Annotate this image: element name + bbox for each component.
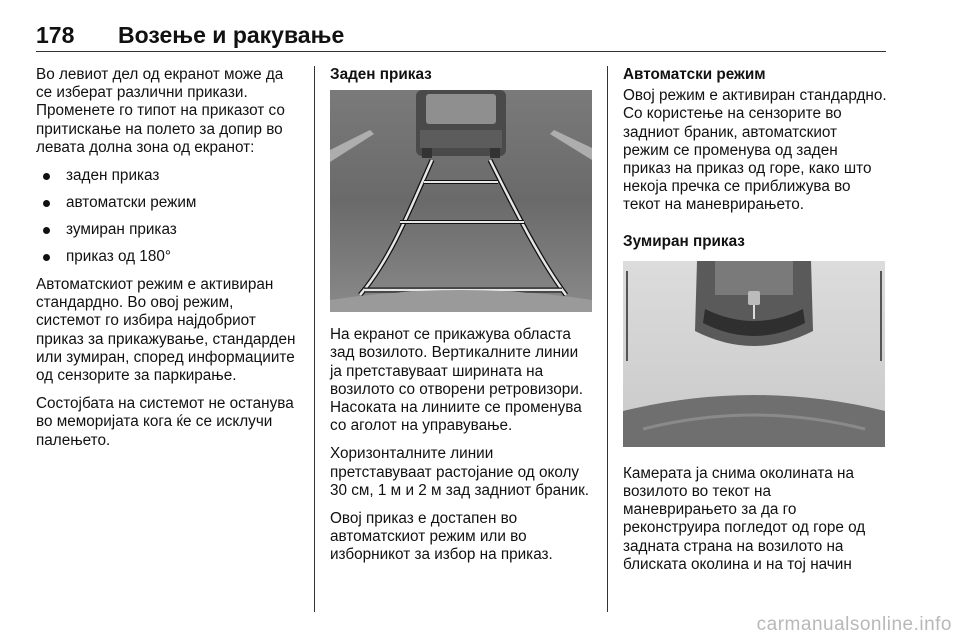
list-item: зумиран приказ (36, 221, 298, 239)
zoom-view-camera-figure (623, 261, 885, 447)
column-middle (330, 66, 594, 575)
rear-view-heading: Заден приказ (330, 66, 432, 83)
auto-mode-paragraph: Овој режим е активиран стандардно. Со користење на сензорите во задниот браник, автоматскиот режим се променува од заден приказ на приказ од горе, како што некоја пречка се приближува во текот на маневрирањето. (623, 87, 887, 214)
column-right (623, 66, 887, 584)
view-options-list (36, 167, 298, 266)
column-divider-2 (607, 66, 608, 612)
memory-paragraph: Состојбата на системот не останува во меморијата кога ќе се исклучи палењето. (36, 395, 294, 449)
list-item: заден приказ (36, 167, 298, 185)
zoom-view-heading: Зумиран приказ (623, 232, 745, 250)
auto-mode-paragraph: Автоматскиот режим е активиран стандардно. Во овој режим, системот го избира најдобриот приказ за прикажување, стандарден или зумиран, според информациите од сензорите за паркирање. (36, 276, 296, 385)
rear-view-paragraph-3: Овој приказ е достапен во автоматскиот режим или во изборникот за избор на приказ. (330, 510, 553, 564)
rear-view-paragraph-2: Хоризонталните линии претставуваат растојание од околу 30 см, 1 м и 2 м зад задниот браник. (330, 445, 590, 499)
list-item: автоматски режим (36, 194, 298, 212)
page-title: Возење и ракување (118, 22, 345, 48)
rear-view-paragraph-1: На екранот се прикажува областа зад возилото. Вертикалните линии ја претставуваат ширината на возилото со отворени ретровизори. Насоката на линиите се променува со аголот на управување. (330, 326, 584, 435)
column-divider-1 (314, 66, 315, 612)
column-left (36, 66, 298, 460)
page-header (36, 22, 886, 50)
intro-paragraph: Во левиот дел од екранот може да се изберат различни прикази. Променете го типот на приказот со притискање на полето за допир во левата долна зона од екранот: (36, 66, 285, 156)
page-number: 178 (36, 22, 75, 48)
auto-mode-heading: Автоматски режим (623, 66, 766, 83)
watermark: carmanualsonline.info (756, 614, 952, 635)
header-rule (36, 51, 886, 52)
list-item: приказ од 180° (36, 248, 298, 266)
rear-view-camera-figure (330, 90, 592, 312)
zoom-view-paragraph: Камерата ја снима околината на возилото во текот на маневрирањето за да го реконструира погледот од горе од задната страна на возилото на блиската околина и на тој начин (623, 464, 866, 573)
